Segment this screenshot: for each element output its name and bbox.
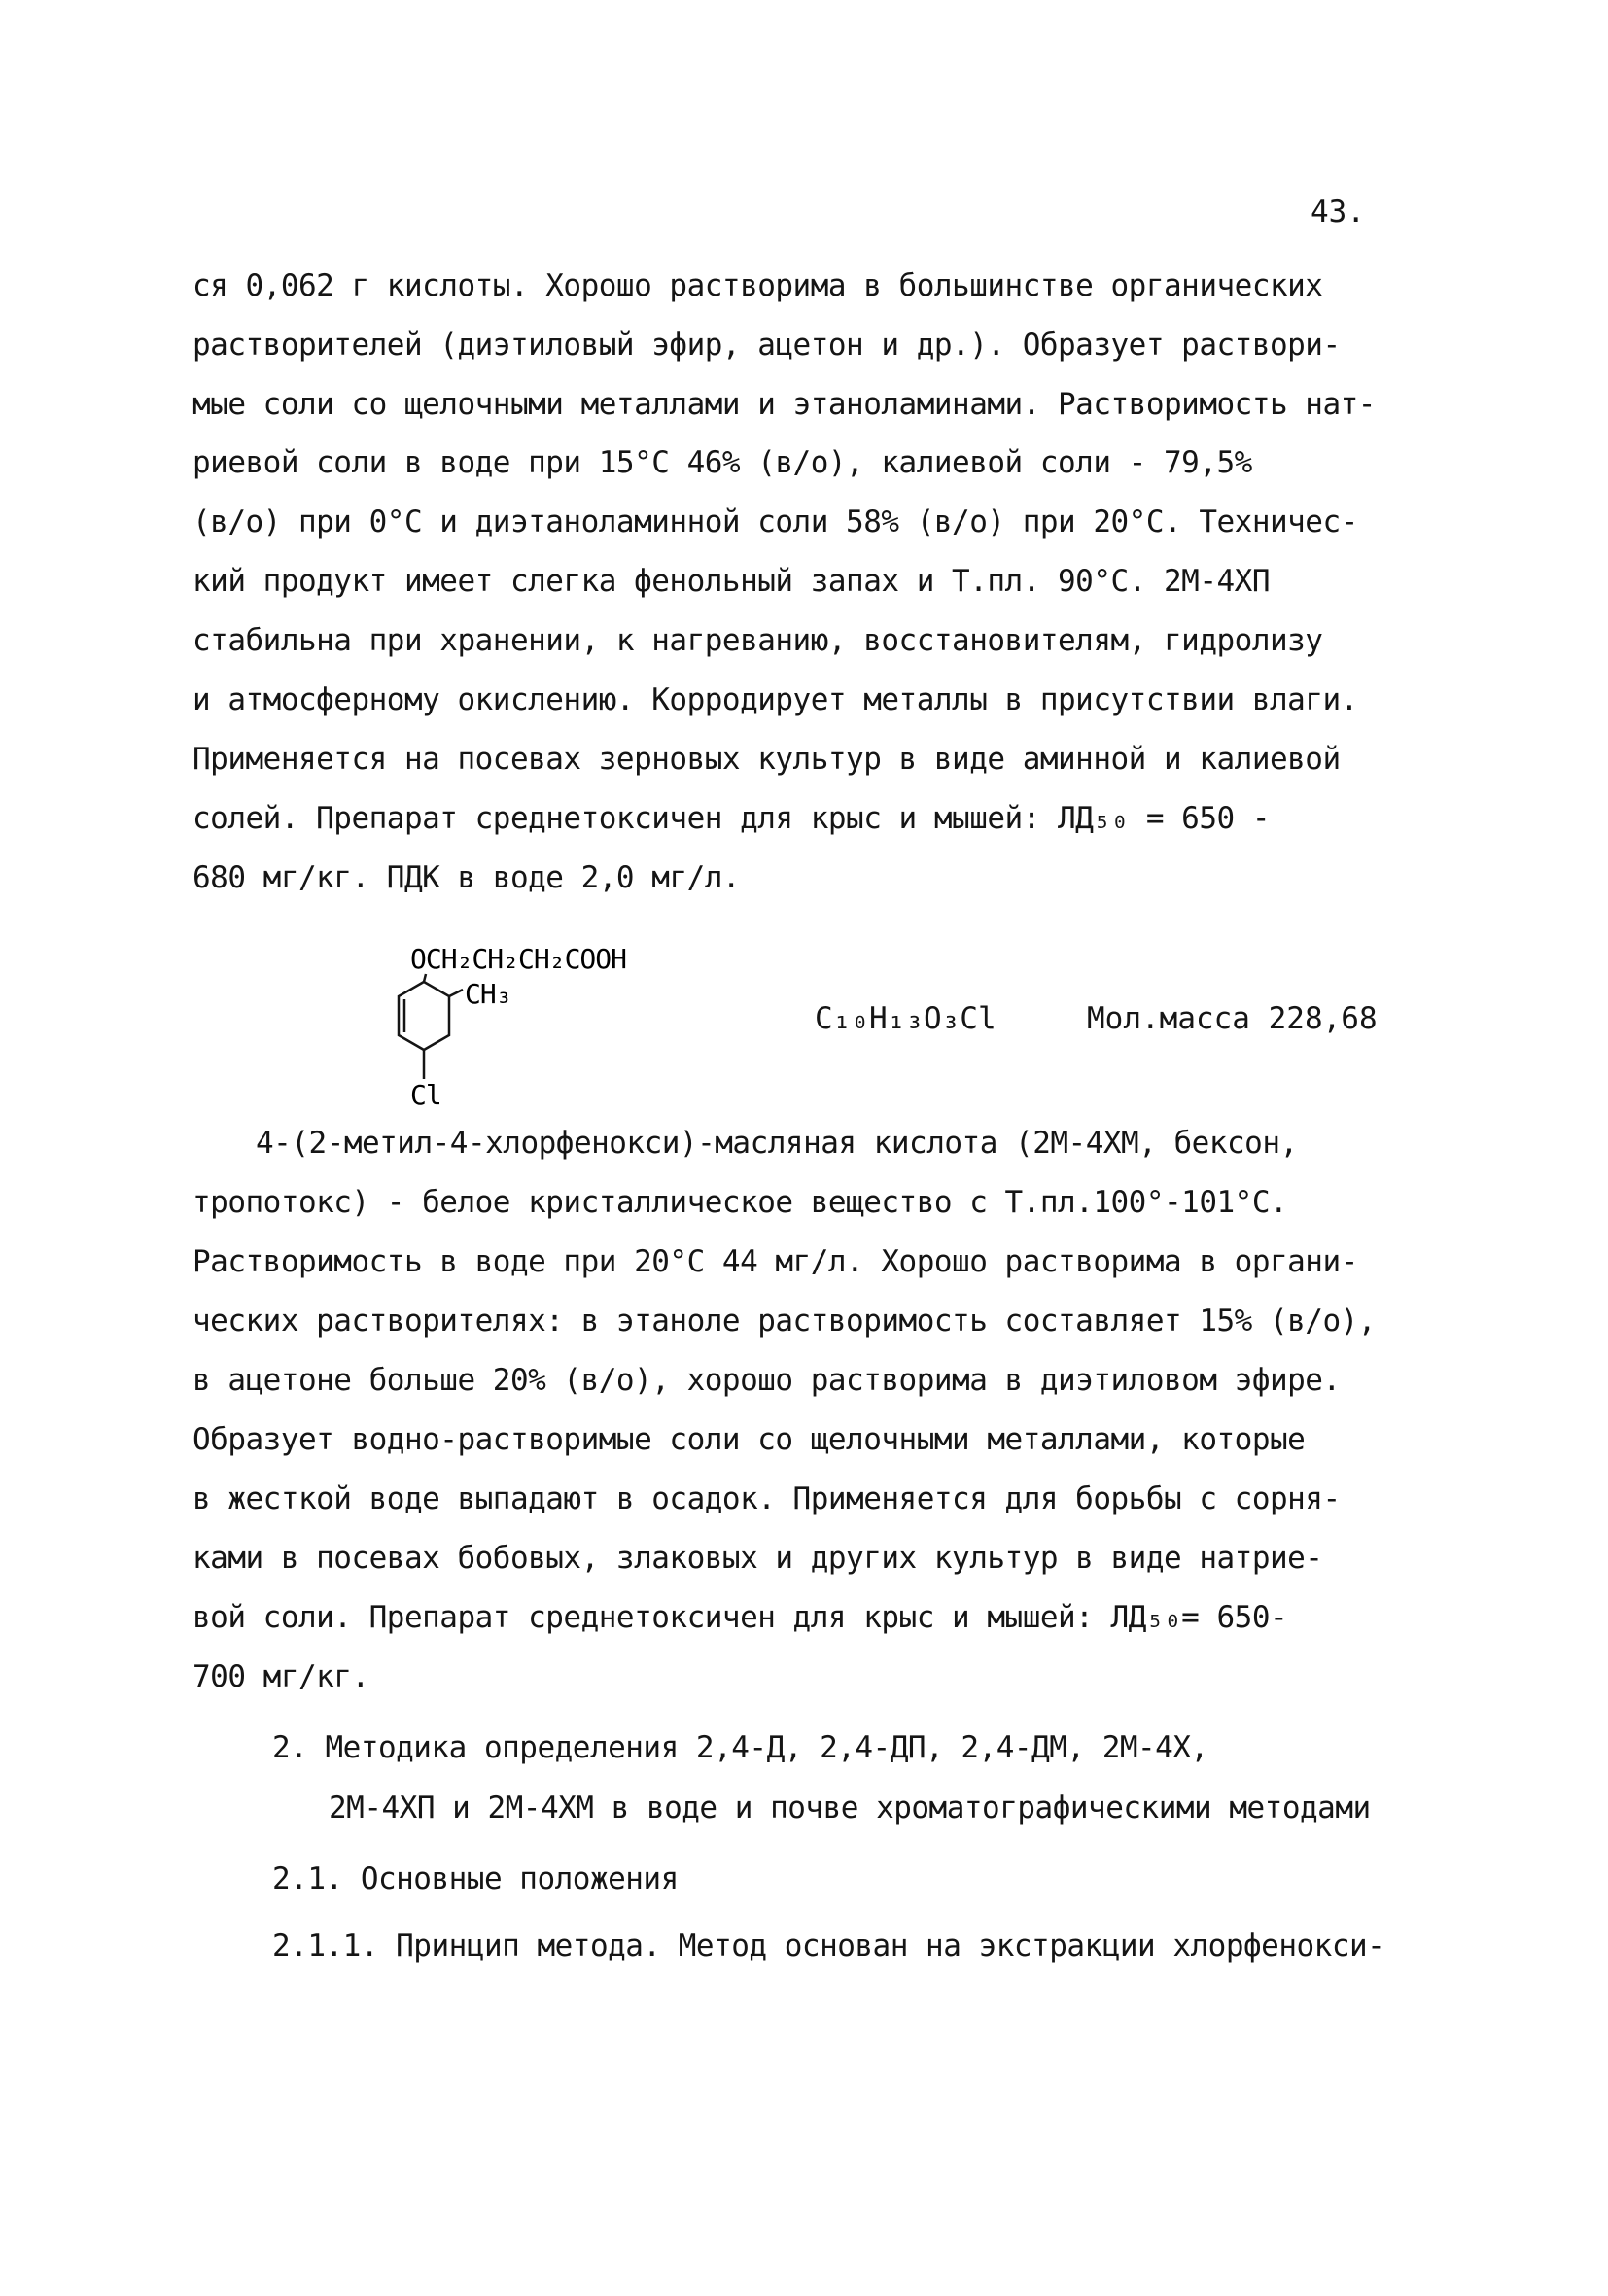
text-line: в ацетоне больше 20% (в/о), хорошо растворима в диэтиловом эфире.	[192, 1363, 1341, 1398]
benzene-ring	[399, 974, 463, 1079]
text-line: 700 мг/кг.	[192, 1659, 369, 1694]
text-line: (в/о) при 0°С и диэтаноламинной соли 58% (в/о) при 20°С. Техничес-	[192, 504, 1358, 539]
text-line: 4-(2-метил-4-хлорфенокси)-масляная кислота (2М-4ХМ, бексон,	[256, 1126, 1298, 1161]
section-2-1-1-text: 2.1.1. Принцип метода. Метод основан на экстракции хлорфенокси-	[272, 1929, 1385, 1964]
heading-line: 2. Методика определения 2,4-Д, 2,4-ДП, 2,4-ДМ, 2М-4Х,	[272, 1730, 1208, 1765]
text-line: кий продукт имеет слегка фенольный запах и Т.пл. 90°С. 2М-4ХП	[192, 564, 1270, 599]
text-line: ками в посевах бобовых, злаковых и других культур в виде натрие-	[192, 1541, 1323, 1576]
molecular-mass: Мол.масса 228,68	[1087, 1001, 1378, 1036]
page-number: 43.	[1311, 194, 1365, 229]
text-line: Применяется на посевах зерновых культур в виде аминной и калиевой	[192, 742, 1341, 777]
struct-chlorine: Cl	[410, 1079, 441, 1111]
struct-methyl: CH₃	[465, 978, 511, 1010]
text-line: вой соли. Препарат среднетоксичен для крыс и мышей: ЛД₅₀= 650-	[192, 1600, 1288, 1635]
structural-formula	[367, 939, 717, 1114]
text-line: 680 мг/кг. ПДК в воде 2,0 мг/л.	[192, 860, 741, 895]
text-line: риевой соли в воде при 15°С 46% (в/о), калиевой соли - 79,5%	[192, 445, 1252, 480]
text-line: и атмосферному окислению. Корродирует металлы в присутствии влаги.	[192, 682, 1358, 717]
text-line: тропотокс) - белое кристаллическое вещество с Т.пл.100°-101°С.	[192, 1185, 1288, 1220]
text-line: Образует водно-растворимые соли со щелочными металлами, которые	[192, 1422, 1306, 1457]
text-line: растворителей (диэтиловый эфир, ацетон и др.). Образует раствори-	[192, 328, 1341, 363]
text-line: солей. Препарат среднетоксичен для крыс и мышей: ЛД₅₀ = 650 -	[192, 801, 1270, 836]
text-line: мые соли со щелочными металлами и этаноламинами. Растворимость нат-	[192, 387, 1376, 422]
section-2-1-heading: 2.1. Основные положения	[272, 1861, 679, 1896]
text-line: ческих растворителях: в этаноле растворимость составляет 15% (в/о),	[192, 1304, 1376, 1339]
struct-side-chain: OCH₂CH₂CH₂COOH	[410, 943, 627, 975]
text-line: стабильна при хранении, к нагреванию, восстановителям, гидролизу	[192, 623, 1323, 658]
heading-line: 2М-4ХП и 2М-4ХМ в воде и почве хроматографическими методами	[329, 1791, 1371, 1826]
text-line: в жесткой воде выпадают в осадок. Применяется для борьбы с сорня-	[192, 1481, 1341, 1516]
text-line: ся 0,062 г кислоты. Хорошо растворима в большинстве органических	[192, 268, 1323, 303]
text-line: Растворимость в воде при 20°С 44 мг/л. Хорошо растворима в органи-	[192, 1244, 1358, 1279]
sum-formula: C₁₀H₁₃O₃Cl	[815, 1001, 996, 1036]
